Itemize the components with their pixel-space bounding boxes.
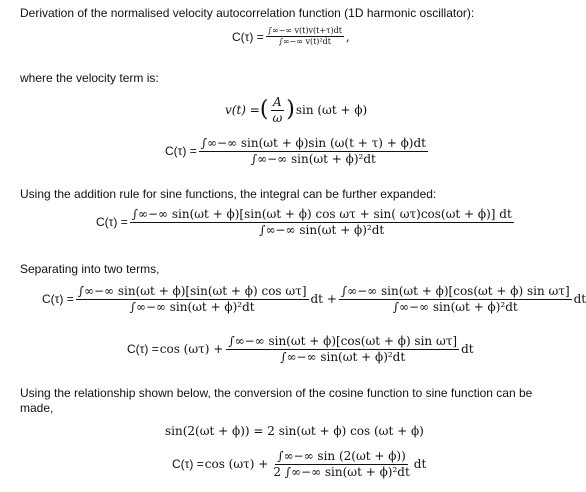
equation-lhs: v(t) =	[225, 103, 260, 118]
fraction	[199, 137, 428, 165]
velocity-intro-text: where the velocity term is:	[20, 71, 159, 85]
fraction	[271, 450, 411, 478]
fraction-numerator: ∫∞−∞ sin(ωt + ϕ)sin (ω(t + τ) + ϕ)dt	[200, 136, 426, 150]
fraction-numerator: ∫∞−∞ sin(ωt + ϕ)[cos(ωt + ϕ) sin ωτ]	[340, 284, 570, 298]
relationship-text: Using the relationship shown below, the conversion of the cosine function to sine function can be made,	[20, 386, 533, 415]
equation-cosine-term	[127, 335, 474, 363]
fraction-denominator: ∫∞−∞ sin(ωt + ϕ)²dt	[259, 222, 385, 237]
equation-double-angle	[165, 424, 424, 438]
equation-comma: ,	[345, 29, 350, 44]
equation-lhs: C(τ) =	[172, 457, 204, 472]
intro-text: Derivation of the normalised velocity autocorrelation function (1D harmonic oscillator):	[20, 6, 475, 20]
equation-lhs: C(τ) =	[165, 144, 197, 159]
fraction	[270, 96, 284, 124]
equation-tail: dt	[461, 342, 474, 357]
equation-middle-term: dt +	[310, 292, 337, 307]
fraction	[130, 208, 514, 236]
fraction	[266, 27, 344, 47]
equation-lhs: C(τ) =	[42, 292, 74, 307]
fraction-numerator: ∫∞−∞ sin (2(ωt + ϕ))	[277, 449, 406, 463]
equation-rhs: sin (ωt + ϕ)	[295, 103, 368, 118]
fraction-numerator: ∫∞−∞ v(t)v(t+τ)dt	[266, 27, 344, 37]
fraction-first-term	[76, 285, 309, 313]
fraction-denominator: 2 ∫∞−∞ sin(ωt + ϕ)²dt	[273, 464, 410, 479]
addition-rule-text: Using the addition rule for sine functions, the integral can be further expanded:	[20, 187, 437, 201]
fraction-numerator: ∫∞−∞ sin(ωt + ϕ)[cos(ωt + ϕ) sin ωτ]	[228, 334, 458, 348]
fraction-denominator: ∫∞−∞ sin(ωt + ϕ)²dt	[129, 299, 255, 314]
fraction-denominator: ∫∞−∞ sin(ωt + ϕ)²dt	[280, 349, 406, 364]
separating-text: Separating into two terms,	[20, 262, 160, 276]
equation-tail: dt	[573, 292, 586, 307]
equation-two-terms	[42, 285, 586, 313]
fraction-numerator: ∫∞−∞ sin(ωt + ϕ)[sin(ωt + ϕ) cos ωτ]	[77, 284, 307, 298]
fraction-denominator: ∫∞−∞ sin(ωt + ϕ)²dt	[250, 151, 376, 166]
equation-lhs: C(τ) =	[96, 215, 128, 230]
fraction-numerator: A	[273, 95, 282, 109]
equation-tail: dt	[413, 457, 427, 472]
equation-lhs: C(τ) =	[127, 342, 159, 357]
equation-addition-expanded	[96, 208, 516, 236]
left-paren: (	[259, 97, 269, 123]
fraction-denominator: ω	[272, 110, 283, 125]
equation-sine-product	[165, 137, 430, 165]
fraction-denominator: ∫∞−∞ sin(ωt + ϕ)²dt	[392, 299, 518, 314]
equation-lhs: C(τ) =	[232, 29, 264, 44]
right-paren: )	[286, 97, 295, 123]
fraction-numerator: ∫∞−∞ sin(ωt + ϕ)[sin(ωt + ϕ) cos ωτ + sin( ωτ)cos(ωt + ϕ)] dt	[131, 207, 512, 221]
double-angle-identity: sin(2(ωt + ϕ)) = 2 sin(ωt + ϕ) cos (ωt + ϕ)	[165, 424, 424, 438]
fraction-denominator: ∫∞−∞ v(t)²dt	[278, 37, 331, 47]
equation-autocorrelation-definition	[232, 27, 350, 47]
fraction	[226, 335, 459, 363]
cosine-term: cos (ωτ) +	[204, 457, 269, 472]
equation-final	[172, 450, 426, 478]
cosine-term: cos (ωτ) +	[159, 342, 224, 357]
equation-velocity	[225, 96, 368, 124]
fraction-second-term	[339, 285, 572, 313]
